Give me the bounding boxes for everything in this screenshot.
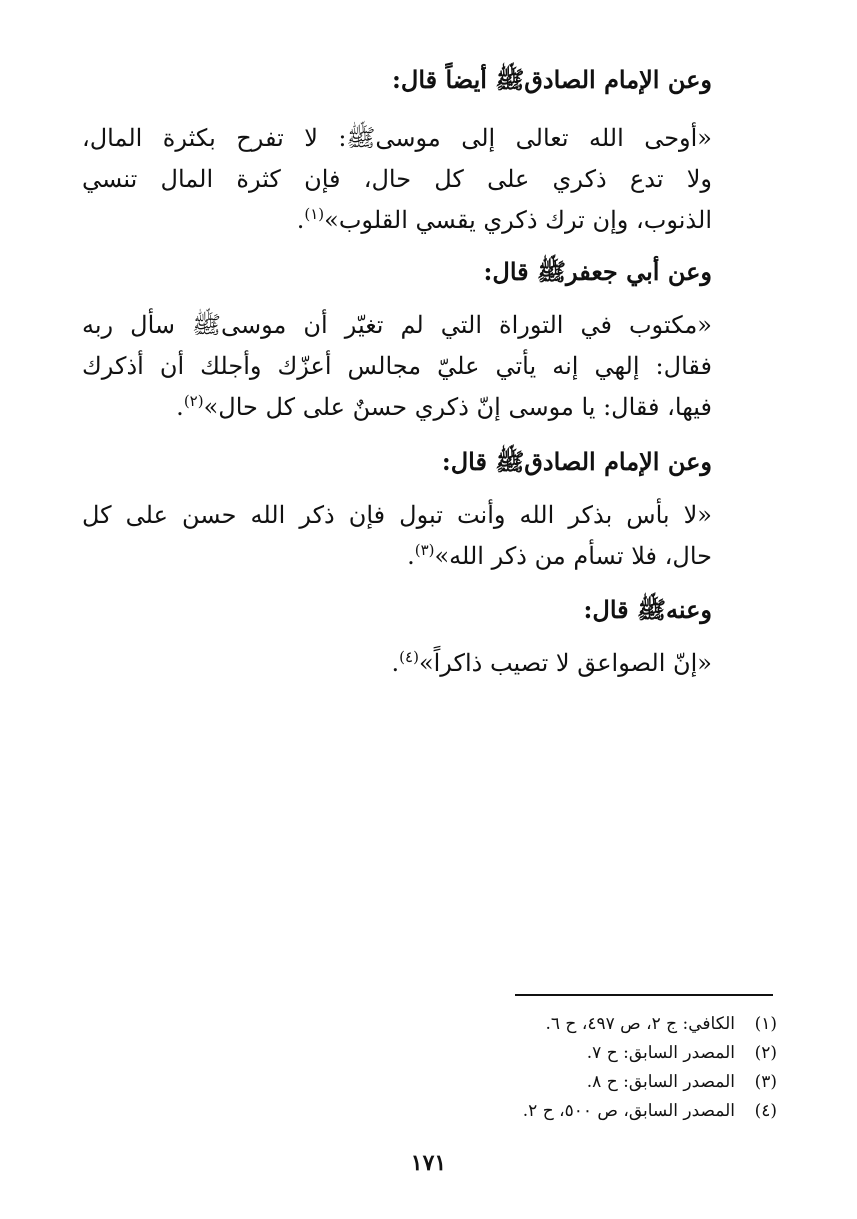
quote-4-line-1 xyxy=(82,643,712,684)
quote-2-line-2: فقال: إلهي إنه يأتي عليّ مجالس أعزّك وأجلك أن أذكرك xyxy=(82,352,712,380)
quote-3-end: . xyxy=(407,542,415,570)
footnote-ref-3: (٣) xyxy=(414,541,435,559)
intro-line-2: وعن أبي جعفرﷺ قال: xyxy=(483,257,712,286)
quote-1-line-3 xyxy=(82,200,712,241)
footnote-1-number: (١) xyxy=(754,1014,777,1034)
quote-2-line-1: «مكتوب في التوراة التي لم تغيّر أن موسىﷺ سأل ربه xyxy=(82,311,712,339)
quote-1-line-1: «أوحى الله تعالى إلى موسىﷺ: لا تفرح بكثرة المال، xyxy=(82,124,712,152)
quote-3-line-2-text: حال، فلا تسأم من ذكر الله» xyxy=(434,542,712,570)
quote-2-line-3 xyxy=(82,387,712,428)
quote-4-line-1-text: «إنّ الصواعق لا تصيب ذاكراً» xyxy=(418,649,712,677)
footnote-4-number: (٤) xyxy=(754,1101,777,1121)
footnote-separator xyxy=(515,994,773,996)
quote-3 xyxy=(82,495,712,577)
footnote-4 xyxy=(377,1097,777,1126)
quote-2-line-3-text: فيها، فقال: يا موسى إنّ ذكري حسنٌ على كل حال» xyxy=(203,393,712,421)
footnote-2-number: (٢) xyxy=(754,1043,777,1063)
footnote-ref-2: (٢) xyxy=(183,392,204,410)
footnote-4-text: المصدر السابق، ص ٥٠٠، ح ٢. xyxy=(522,1101,735,1121)
quote-4 xyxy=(82,643,712,684)
footnote-3 xyxy=(377,1068,777,1097)
quote-1-end: . xyxy=(296,206,305,234)
intro-line-4: وعنهﷺ قال: xyxy=(583,595,712,624)
footnote-2-text: المصدر السابق: ح ٧. xyxy=(586,1043,735,1063)
footnote-1-text: الكافي: ج ٢، ص ٤٩٧، ح ٦. xyxy=(545,1014,735,1034)
quote-3-line-2 xyxy=(82,536,712,577)
footnote-3-number: (٣) xyxy=(754,1072,777,1092)
quote-3-line-1: «لا بأس بذكر الله وأنت تبول فإن ذكر الله حسن على كل xyxy=(82,501,712,529)
quote-4-end: . xyxy=(391,649,400,677)
footnote-1 xyxy=(377,1010,777,1039)
intro-line-3: وعن الإمام الصادقﷺ قال: xyxy=(441,447,712,476)
intro-line-1: وعن الإمام الصادقﷺ أيضاً قال: xyxy=(392,65,712,94)
quote-2-end: . xyxy=(176,393,184,421)
footnote-2 xyxy=(377,1039,777,1068)
footnote-ref-4: (٤) xyxy=(399,648,419,666)
page-number: ١٧١ xyxy=(410,1150,447,1176)
quote-1-line-3-text: الذنوب، وإن ترك ذكري يقسي القلوب» xyxy=(324,206,712,234)
quote-1 xyxy=(82,118,712,241)
quote-1-line-2: ولا تدع ذكري على كل حال، فإن كثرة المال تنسي xyxy=(82,165,712,193)
footnote-3-text: المصدر السابق: ح ٨. xyxy=(586,1072,735,1092)
quote-2 xyxy=(82,305,712,428)
footnotes xyxy=(377,1010,777,1126)
footnote-ref-1: (١) xyxy=(304,205,325,223)
